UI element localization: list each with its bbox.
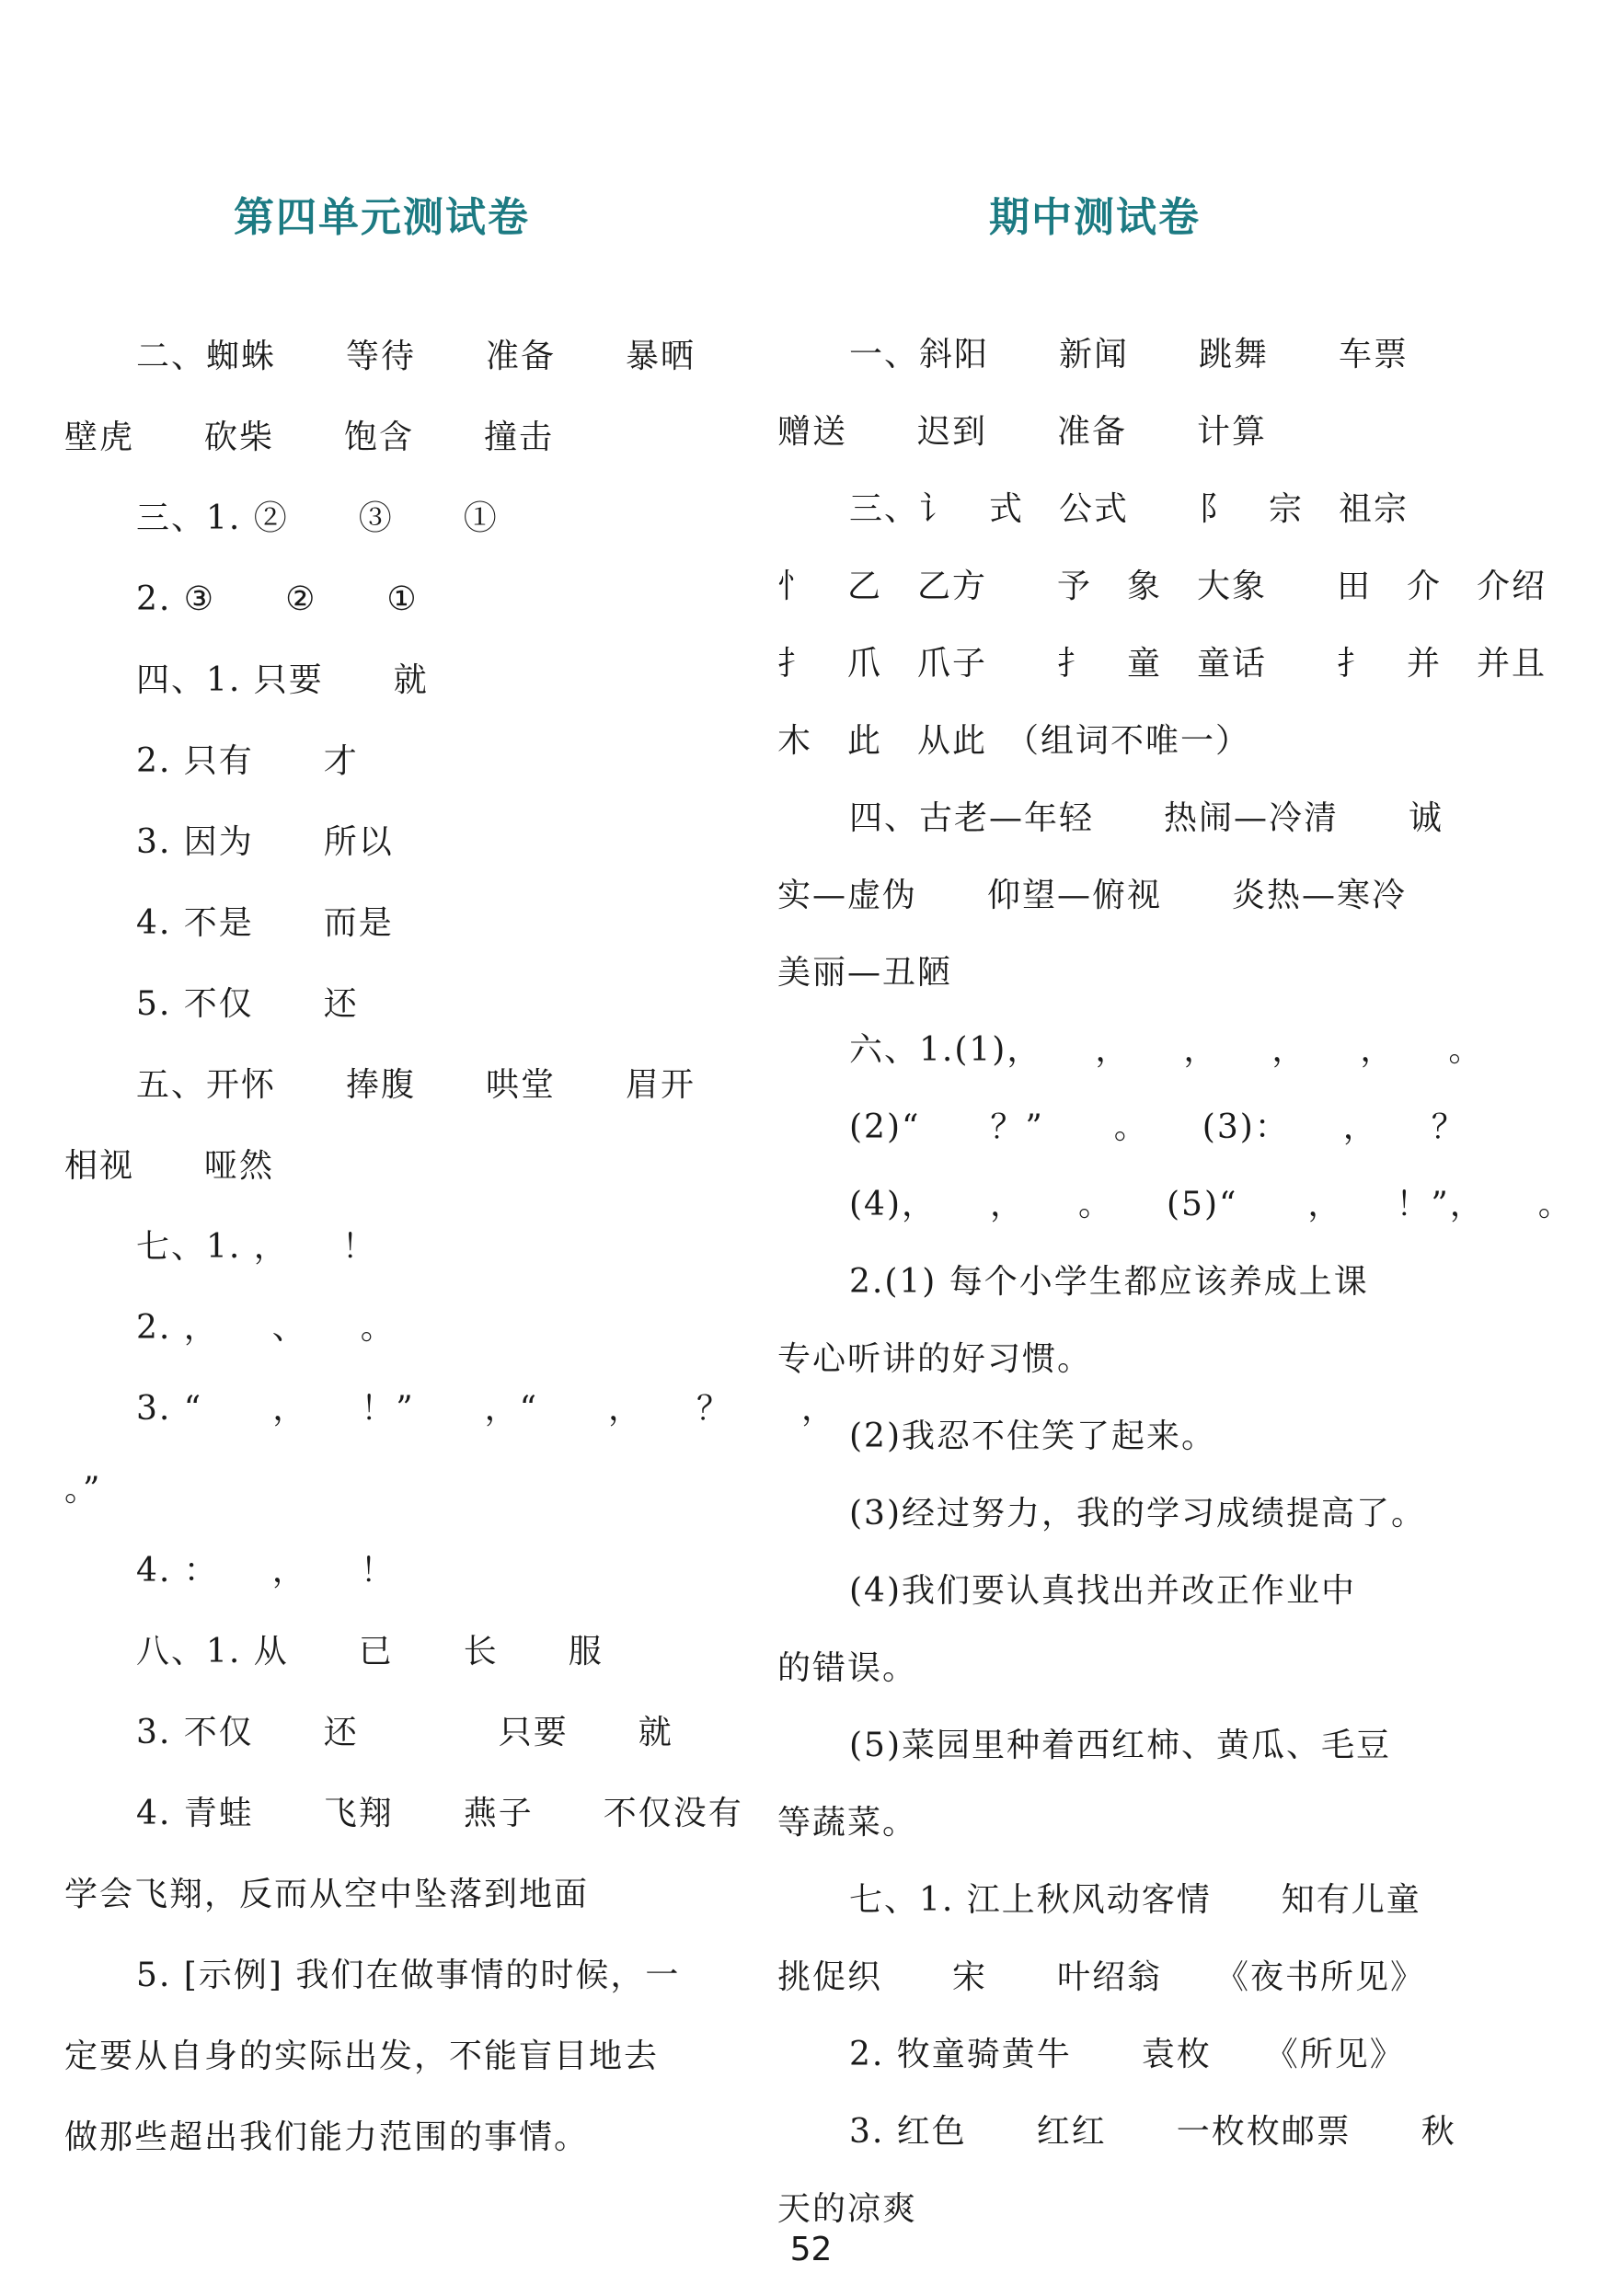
answer-line: 木 此 从此 （组词不唯一） — [777, 722, 1251, 760]
answer-line: 扌 爪 爪子 扌 童 童话 扌 并 并且 — [777, 645, 1547, 683]
answer-line: 2. ③ ② ① — [136, 580, 419, 618]
answer-line: (2)我忍不住笑了起来。 — [849, 1418, 1216, 1455]
right-column — [777, 184, 1573, 2248]
answer-line: 美丽—丑陋 — [777, 954, 953, 992]
answer-line: 4. 青蛙 飞翔 燕子 不仅没有 — [136, 1795, 743, 1832]
section-title-unit4-test: 第四单元测试卷 — [234, 194, 530, 241]
answer-line: 学会飞翔，反而从空中坠落到地面 — [64, 1876, 590, 1913]
answer-line: 挑促织 宋 叶绍翁 《夜书所见》 — [777, 1958, 1426, 1996]
answer-line: 七、1. 江上秋风动客情 知有儿童 — [849, 1881, 1421, 1919]
answer-line: 三、1. ② ③ ① — [136, 499, 499, 537]
answer-line: 六、1.(1)， ， ， ， ， 。 — [849, 1031, 1484, 1069]
answer-line: 3. 不仅 还 只要 就 — [136, 1714, 673, 1751]
answer-line: 忄 乙 乙方 予 象 大象 田 介 介绍 — [777, 568, 1547, 605]
answer-line: 2.(1) 每个小学生都应该养成上课 — [849, 1263, 1369, 1301]
answer-line: 2. 牧童骑黄牛 袁枚 《所见》 — [849, 2036, 1405, 2073]
answer-line: 3. 因为 所以 — [136, 823, 394, 861]
answer-line: 5. 不仅 还 — [136, 985, 359, 1023]
answer-line: 七、1. ， ！ — [136, 1228, 377, 1266]
answer-line: 四、古老—年轻 热闹—冷清 诚 — [849, 799, 1444, 837]
answer-line: 5. [示例] 我们在做事情的时候，一 — [136, 1957, 681, 1994]
answer-line: 天的凉爽 — [777, 2190, 918, 2228]
answer-line: 的错误。 — [777, 1649, 918, 1687]
answer-line: 四、1. 只要 就 — [136, 661, 429, 699]
answer-line: 一、斜阳 新闻 跳舞 车票 — [849, 336, 1409, 373]
answer-line: 定要从自身的实际出发，不能盲目地去 — [64, 2038, 660, 2075]
answer-line: (5)菜园里种着西红柿、黄瓜、毛豆 — [849, 1727, 1391, 1764]
left-column — [64, 184, 837, 2178]
answer-line: (3)经过努力，我的学习成绩提高了。 — [849, 1495, 1426, 1533]
answer-line: 八、1. 从 已 长 服 — [136, 1633, 604, 1670]
answer-line: 三、讠 式 公式 阝 宗 祖宗 — [849, 490, 1409, 528]
answer-line: 二、蜘蛛 等待 准备 暴晒 — [136, 338, 696, 375]
answer-line: 3. “ ， ！” ，“ ， ？ ， — [136, 1390, 837, 1428]
answer-line: 4. 不是 而是 — [136, 904, 394, 942]
answer-line: 实—虚伪 仰望—俯视 炎热—寒冷 — [777, 877, 1408, 914]
answer-line: 2. 只有 才 — [136, 742, 359, 780]
answer-line: 五、开怀 捧腹 哄堂 眉开 — [136, 1066, 696, 1104]
section-title-midterm-test: 期中测试卷 — [989, 194, 1201, 241]
answer-line: 3. 红色 红红 一枚枚邮票 秋 — [849, 2113, 1456, 2151]
answer-line: 4. ： ， ！ — [136, 1552, 396, 1590]
answer-line: 2. ， 、 。 — [136, 1309, 396, 1347]
answer-line: (4)， ， 。 (5)“ ， ！”， 。 — [849, 1186, 1573, 1223]
answer-line: 专心听讲的好习惯。 — [777, 1340, 1093, 1378]
answer-line: 。” — [64, 1471, 102, 1509]
answer-line: 赠送 迟到 准备 计算 — [777, 413, 1268, 451]
answer-line: 等蔬菜。 — [777, 1804, 918, 1842]
page-number: 52 — [789, 2231, 833, 2268]
answer-line: (2)“ ？” 。 (3)： ， ？ — [849, 1108, 1467, 1146]
answer-line: 相视 哑然 — [64, 1147, 275, 1185]
answer-line: 做那些超出我们能力范围的事情。 — [64, 2118, 590, 2156]
answer-line: (4)我们要认真找出并改正作业中 — [849, 1572, 1356, 1610]
answer-line: 壁虎 砍柴 饱含 撞击 — [64, 419, 555, 456]
